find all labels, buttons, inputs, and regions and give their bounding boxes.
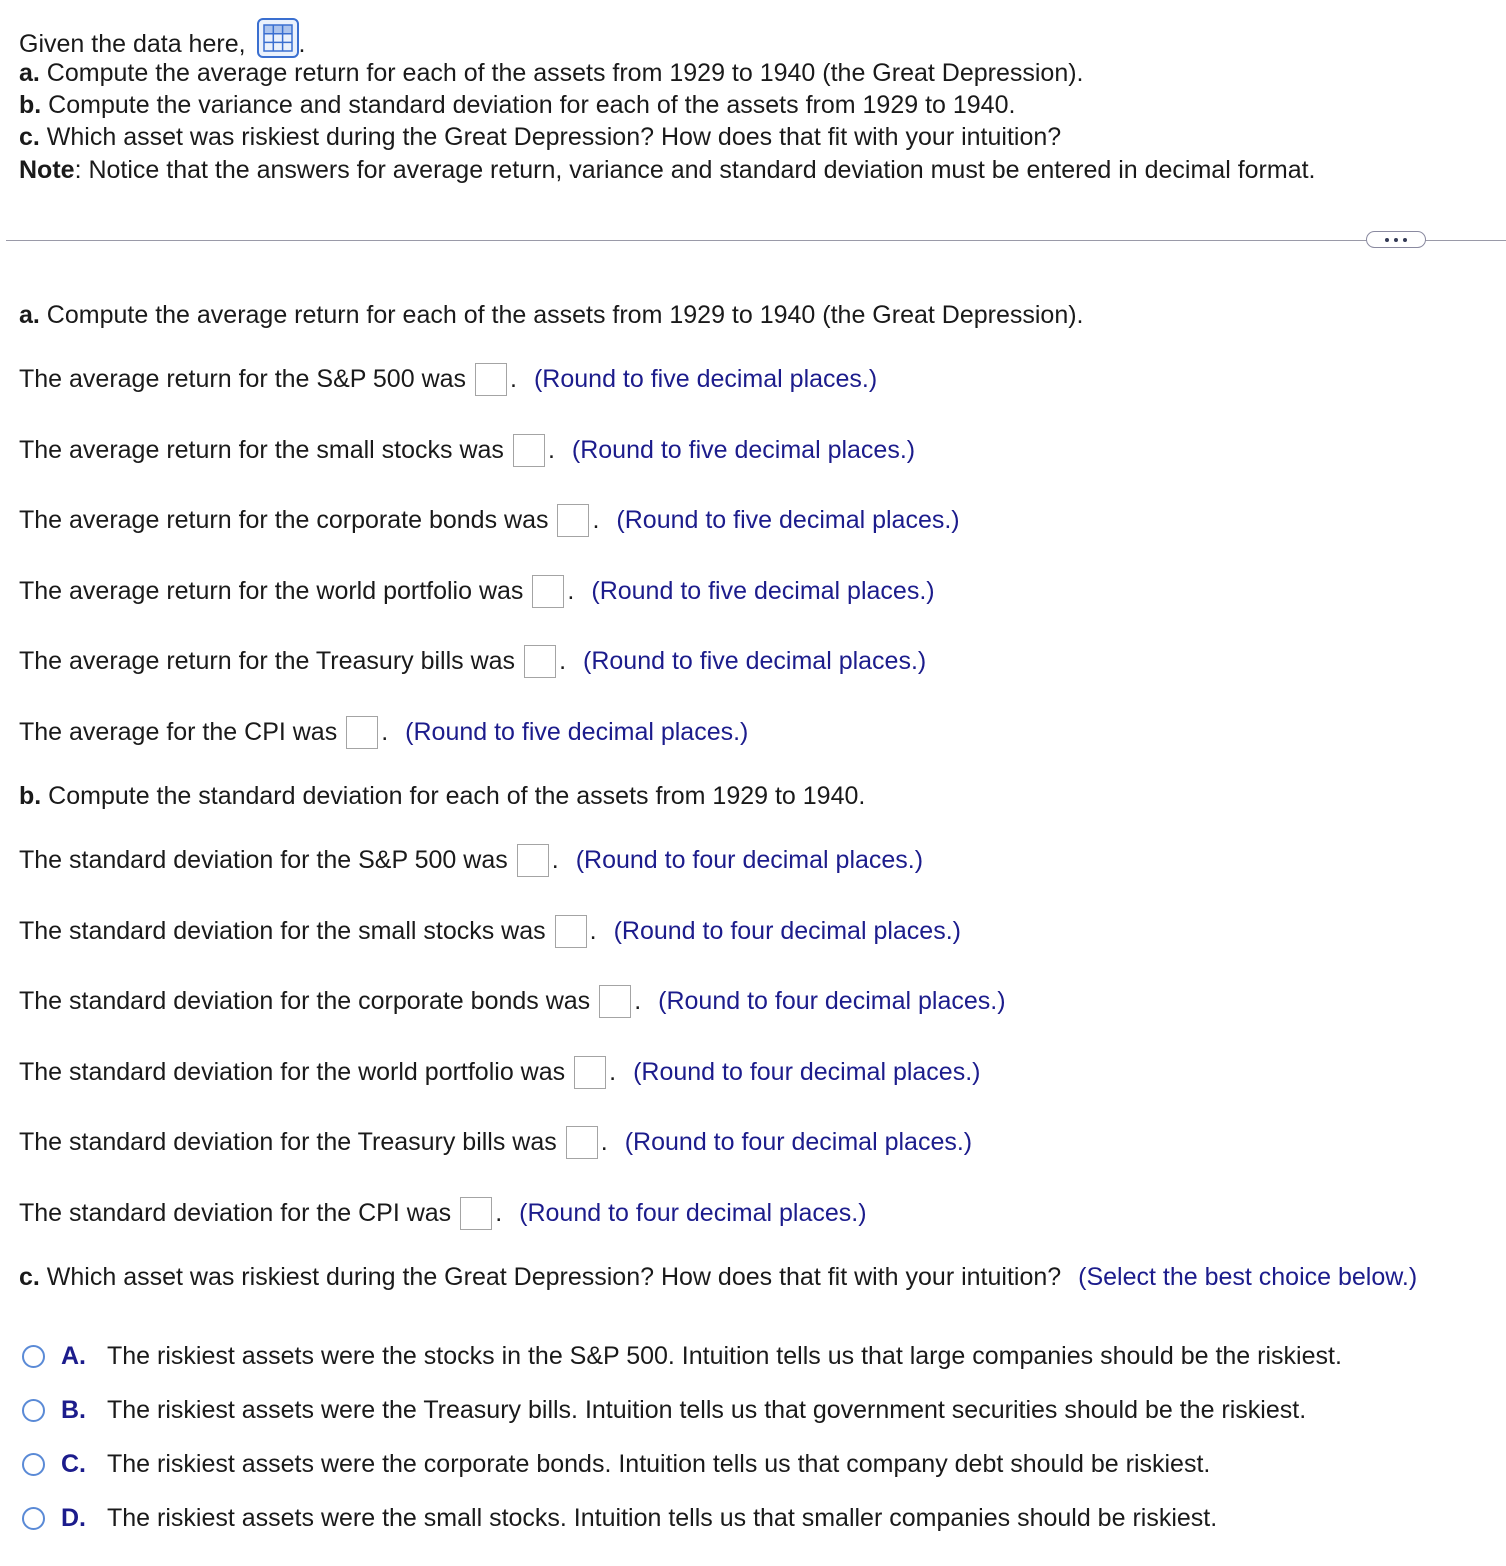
answer-input[interactable]: [517, 844, 549, 877]
answer-period: .: [634, 986, 642, 1015]
answer-row: [19, 430, 915, 470]
answer-row-label: The standard deviation for the corporate bonds was: [19, 986, 591, 1015]
answer-row: [19, 571, 935, 611]
ellipsis-icon: [1403, 238, 1407, 242]
choice-option-c[interactable]: [22, 1446, 1210, 1482]
more-options-button[interactable]: [1366, 231, 1426, 248]
part-c-heading: [19, 1261, 1417, 1293]
part-a-heading: [19, 299, 1084, 331]
radio-button[interactable]: [22, 1507, 45, 1530]
question-intro: [19, 12, 305, 60]
choice-text: The riskiest assets were the corporate bonds. Intuition tells us that company debt should be riskiest.: [107, 1449, 1211, 1478]
ellipsis-icon: [1385, 238, 1389, 242]
answer-row-label: The standard deviation for the Treasury bills was: [19, 1127, 557, 1156]
choice-text: The riskiest assets were the small stocks. Intuition tells us that smaller companies should be riskiest.: [107, 1503, 1218, 1532]
answer-period: .: [592, 505, 600, 534]
choice-option-a[interactable]: [22, 1338, 1342, 1374]
question-intro-text: Given the data here,: [19, 30, 246, 58]
ellipsis-icon: [1394, 238, 1398, 242]
answer-row: [19, 1052, 980, 1092]
answer-input[interactable]: [557, 504, 589, 537]
answer-input[interactable]: [555, 915, 587, 948]
rounding-hint: (Round to five decimal places.): [571, 435, 916, 464]
answer-row-label: The average return for the small stocks was: [19, 435, 504, 464]
rounding-hint: (Round to five decimal places.): [405, 717, 749, 746]
answer-row: [19, 641, 926, 681]
answer-row: [19, 911, 961, 951]
choice-option-b[interactable]: [22, 1392, 1306, 1428]
answer-input[interactable]: [566, 1126, 598, 1159]
answer-row: [19, 359, 877, 399]
table-grid-icon[interactable]: [257, 18, 299, 58]
answer-row-label: The standard deviation for the world portfolio was: [19, 1057, 566, 1086]
answer-row-label: The average return for the world portfolio was: [19, 576, 524, 605]
choice-letter: D.: [61, 1503, 86, 1532]
answer-row: [19, 1122, 972, 1162]
answer-period: .: [609, 1057, 617, 1086]
question-part-c-text: Which asset was riskiest during the Great Depression? How does that fit with your intuition?: [39, 123, 1062, 151]
answer-row: [19, 500, 960, 540]
question-note-label: Note: [19, 156, 75, 184]
part-c-heading-text: Which asset was riskiest during the Great Depression? How does that fit with your intuition?: [39, 1263, 1062, 1291]
question-note: [19, 154, 1316, 186]
choice-option-d[interactable]: [22, 1500, 1217, 1536]
answer-period: .: [589, 916, 597, 945]
part-c-label: c.: [19, 1263, 40, 1291]
answer-period: .: [510, 364, 517, 393]
question-part-c: [19, 121, 1061, 153]
answer-input[interactable]: [475, 363, 507, 396]
answer-period: .: [551, 845, 559, 874]
answer-input[interactable]: [574, 1056, 606, 1089]
section-divider: [6, 240, 1506, 241]
answer-row-label: The standard deviation for the S&P 500 was: [19, 845, 508, 874]
answer-period: .: [547, 435, 555, 464]
part-b-label: b.: [19, 782, 42, 810]
radio-button[interactable]: [22, 1453, 45, 1476]
rounding-hint: (Round to four decimal places.): [613, 916, 961, 945]
answer-row-label: The average return for the corporate bonds was: [19, 505, 549, 534]
answer-input[interactable]: [599, 985, 631, 1018]
choice-text: The riskiest assets were the Treasury bills. Intuition tells us that government securities should be the riskiest.: [107, 1395, 1307, 1424]
rounding-hint: (Round to four decimal places.): [624, 1127, 973, 1156]
question-part-a: [19, 57, 1084, 89]
question-part-b-text: Compute the variance and standard deviation for each of the assets from 1929 to 1940.: [41, 91, 1016, 119]
answer-row: [19, 981, 1006, 1021]
choice-letter: A.: [61, 1341, 86, 1370]
rounding-hint: (Round to four decimal places.): [633, 1057, 981, 1086]
answer-row-label: The average return for the Treasury bills was: [19, 646, 516, 675]
part-a-heading-text: Compute the average return for each of the assets from 1929 to 1940 (the Great Depression).: [39, 301, 1084, 329]
rounding-hint: (Round to five decimal places.): [591, 576, 935, 605]
answer-row: [19, 1193, 867, 1233]
answer-row-label: The standard deviation for the small stocks was: [19, 916, 546, 945]
choice-letter: B.: [61, 1395, 86, 1424]
rounding-hint: (Round to four decimal places.): [658, 986, 1006, 1015]
rounding-hint: (Round to five decimal places.): [616, 505, 960, 534]
part-a-label: a.: [19, 301, 40, 329]
question-part-b-label: b.: [19, 91, 42, 119]
answer-period: .: [381, 717, 389, 746]
answer-period: .: [567, 576, 575, 605]
answer-input[interactable]: [460, 1197, 492, 1230]
answer-input[interactable]: [513, 434, 545, 467]
choice-letter: C.: [61, 1449, 86, 1478]
choice-text: The riskiest assets were the stocks in the S&P 500. Intuition tells us that large companies should be the riskiest.: [107, 1341, 1342, 1370]
answer-input[interactable]: [532, 575, 564, 608]
question-note-text: : Notice that the answers for average return, variance and standard deviation must be entered in decimal format.: [74, 156, 1316, 184]
answer-row-label: The standard deviation for the CPI was: [19, 1198, 452, 1227]
part-b-heading-text: Compute the standard deviation for each of the assets from 1929 to 1940.: [41, 782, 866, 810]
rounding-hint: (Round to five decimal places.): [533, 364, 878, 393]
question-part-a-label: a.: [19, 59, 40, 87]
rounding-hint: (Round to four decimal places.): [575, 845, 924, 874]
answer-input[interactable]: [346, 716, 378, 749]
answer-period: .: [495, 1198, 503, 1227]
rounding-hint: (Round to four decimal places.): [519, 1198, 867, 1227]
answer-row: [19, 712, 748, 752]
question-part-a-text: Compute the average return for each of the assets from 1929 to 1940 (the Great Depression).: [39, 59, 1084, 87]
question-intro-end: .: [298, 30, 306, 58]
answer-row: [19, 840, 923, 880]
question-part-b: [19, 89, 1015, 121]
radio-button[interactable]: [22, 1345, 45, 1368]
answer-period: .: [600, 1127, 608, 1156]
part-b-heading: [19, 780, 865, 812]
answer-input[interactable]: [524, 645, 556, 678]
radio-button[interactable]: [22, 1399, 45, 1422]
select-choice-hint: (Select the best choice below.): [1078, 1263, 1418, 1291]
answer-row-label: The average return for the S&P 500 was: [19, 364, 467, 393]
answer-row-label: The average for the CPI was: [19, 717, 338, 746]
answer-period: .: [559, 646, 567, 675]
question-part-c-label: c.: [19, 123, 40, 151]
rounding-hint: (Round to five decimal places.): [583, 646, 927, 675]
